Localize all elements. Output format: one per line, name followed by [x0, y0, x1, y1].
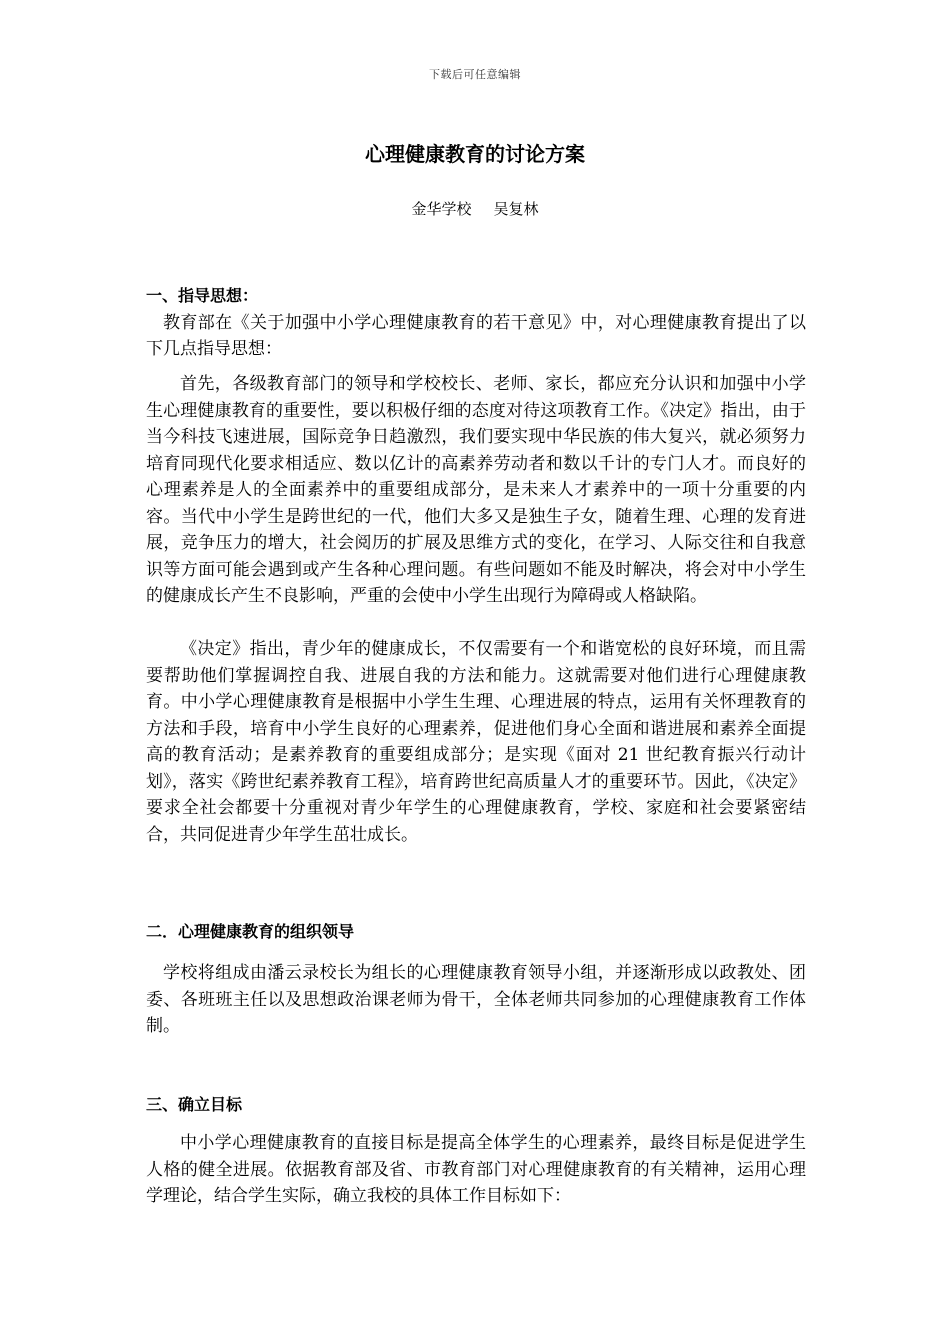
section-guiding-ideology [146, 283, 806, 363]
section-1-paragraph-2: 《决定》指出，青少年的健康成长，不仅需要有一个和谐宽松的良好环境，而且需要帮助他们掌握调控自我、进展自我的方法和能力。这就需要对他们进行心理健康教育。中小学心理健康教育是根据中小学生生理、心理进展的特点，运用有关怀理教育的方法和手段，培育中小学生良好的心理素养，促进他们身心全面和谐进展和素养全面提高的教育活动；是素养教育的重要组成部分；是实现《面对 21 世纪教育振兴行动计划》，落实《跨世纪素养教育工程》，培育跨世纪高质量人才的重要环节。因此，《决定》要求全社会都要十分重视对青少年学生的心理健康教育，学校、家庭和社会要紧密结合，共同促进青少年学生茁壮成长。 [146, 639, 806, 845]
section-1-paragraph-1: 首先，各级教育部门的领导和学校校长、老师、家长，都应充分认识和加强中小学生心理健康教育的重要性，要以积极仔细的态度对待这项教育工作。《决定》指出，由于当今科技飞速进展，国际竞争日趋激烈，我们要实现中华民族的伟大复兴，就必须努力培育同现代化要求相适应、数以亿计的高素养劳动者和数以千计的专门人才。而良好的心理素养是人的全面素养中的重要组成部分，是未来人才素养中的一项十分重要的内容。当代中小学生是跨世纪的一代，他们大多又是独生子女，随着生理、心理的发育进展，竞争压力的增大，社会阅历的扩展及思维方式的变化，在学习、人际交往和自我意识等方面可能会遇到或产生各种心理问题。有些问题如不能及时解决，将会对中小学生的健康成长产生不良影响，严重的会使中小学生出现行为障碍或人格缺陷。 [146, 374, 806, 606]
author-name: 吴复林 [493, 200, 539, 218]
section-heading-3: 三、确立目标 [146, 1095, 243, 1114]
section-organization [146, 919, 806, 946]
section-1-intro: 教育部在《关于加强中小学心理健康教育的若干意见》中，对心理健康教育提出了以下几点指导思想： [146, 312, 806, 359]
document-title: 心理健康教育的讨论方案 [365, 142, 585, 166]
section-heading-1: 一、指导思想： [146, 286, 259, 305]
section-2-paragraph-block [146, 960, 806, 1040]
section-3-paragraph-1: 中小学心理健康教育的直接目标是提高全体学生的心理素养，最终目标是促进学生人格的健全进展。依据教育部及省、市教育部门对心理健康教育的有关精神，运用心理学理论，结合学生实际，确立我校的具体工作目标如下： [146, 1133, 806, 1206]
section-3-paragraph-block [146, 1130, 806, 1210]
section-1-paragraph-2-block [146, 636, 806, 848]
section-goals [146, 1092, 806, 1119]
section-2-paragraph-1: 学校将组成由潘云录校长为组长的心理健康教育领导小组，并逐渐形成以政教处、团委、各班班主任以及思想政治课老师为骨干，全体老师共同参加的心理健康教育工作体制。 [146, 963, 806, 1036]
header-note: 下载后可任意编辑 [429, 68, 521, 81]
author-line [0, 198, 950, 219]
section-heading-2: 二．心理健康教育的组织领导 [146, 922, 355, 941]
section-1-paragraph-1-block [146, 371, 806, 610]
author-school: 金华学校 [411, 200, 472, 218]
